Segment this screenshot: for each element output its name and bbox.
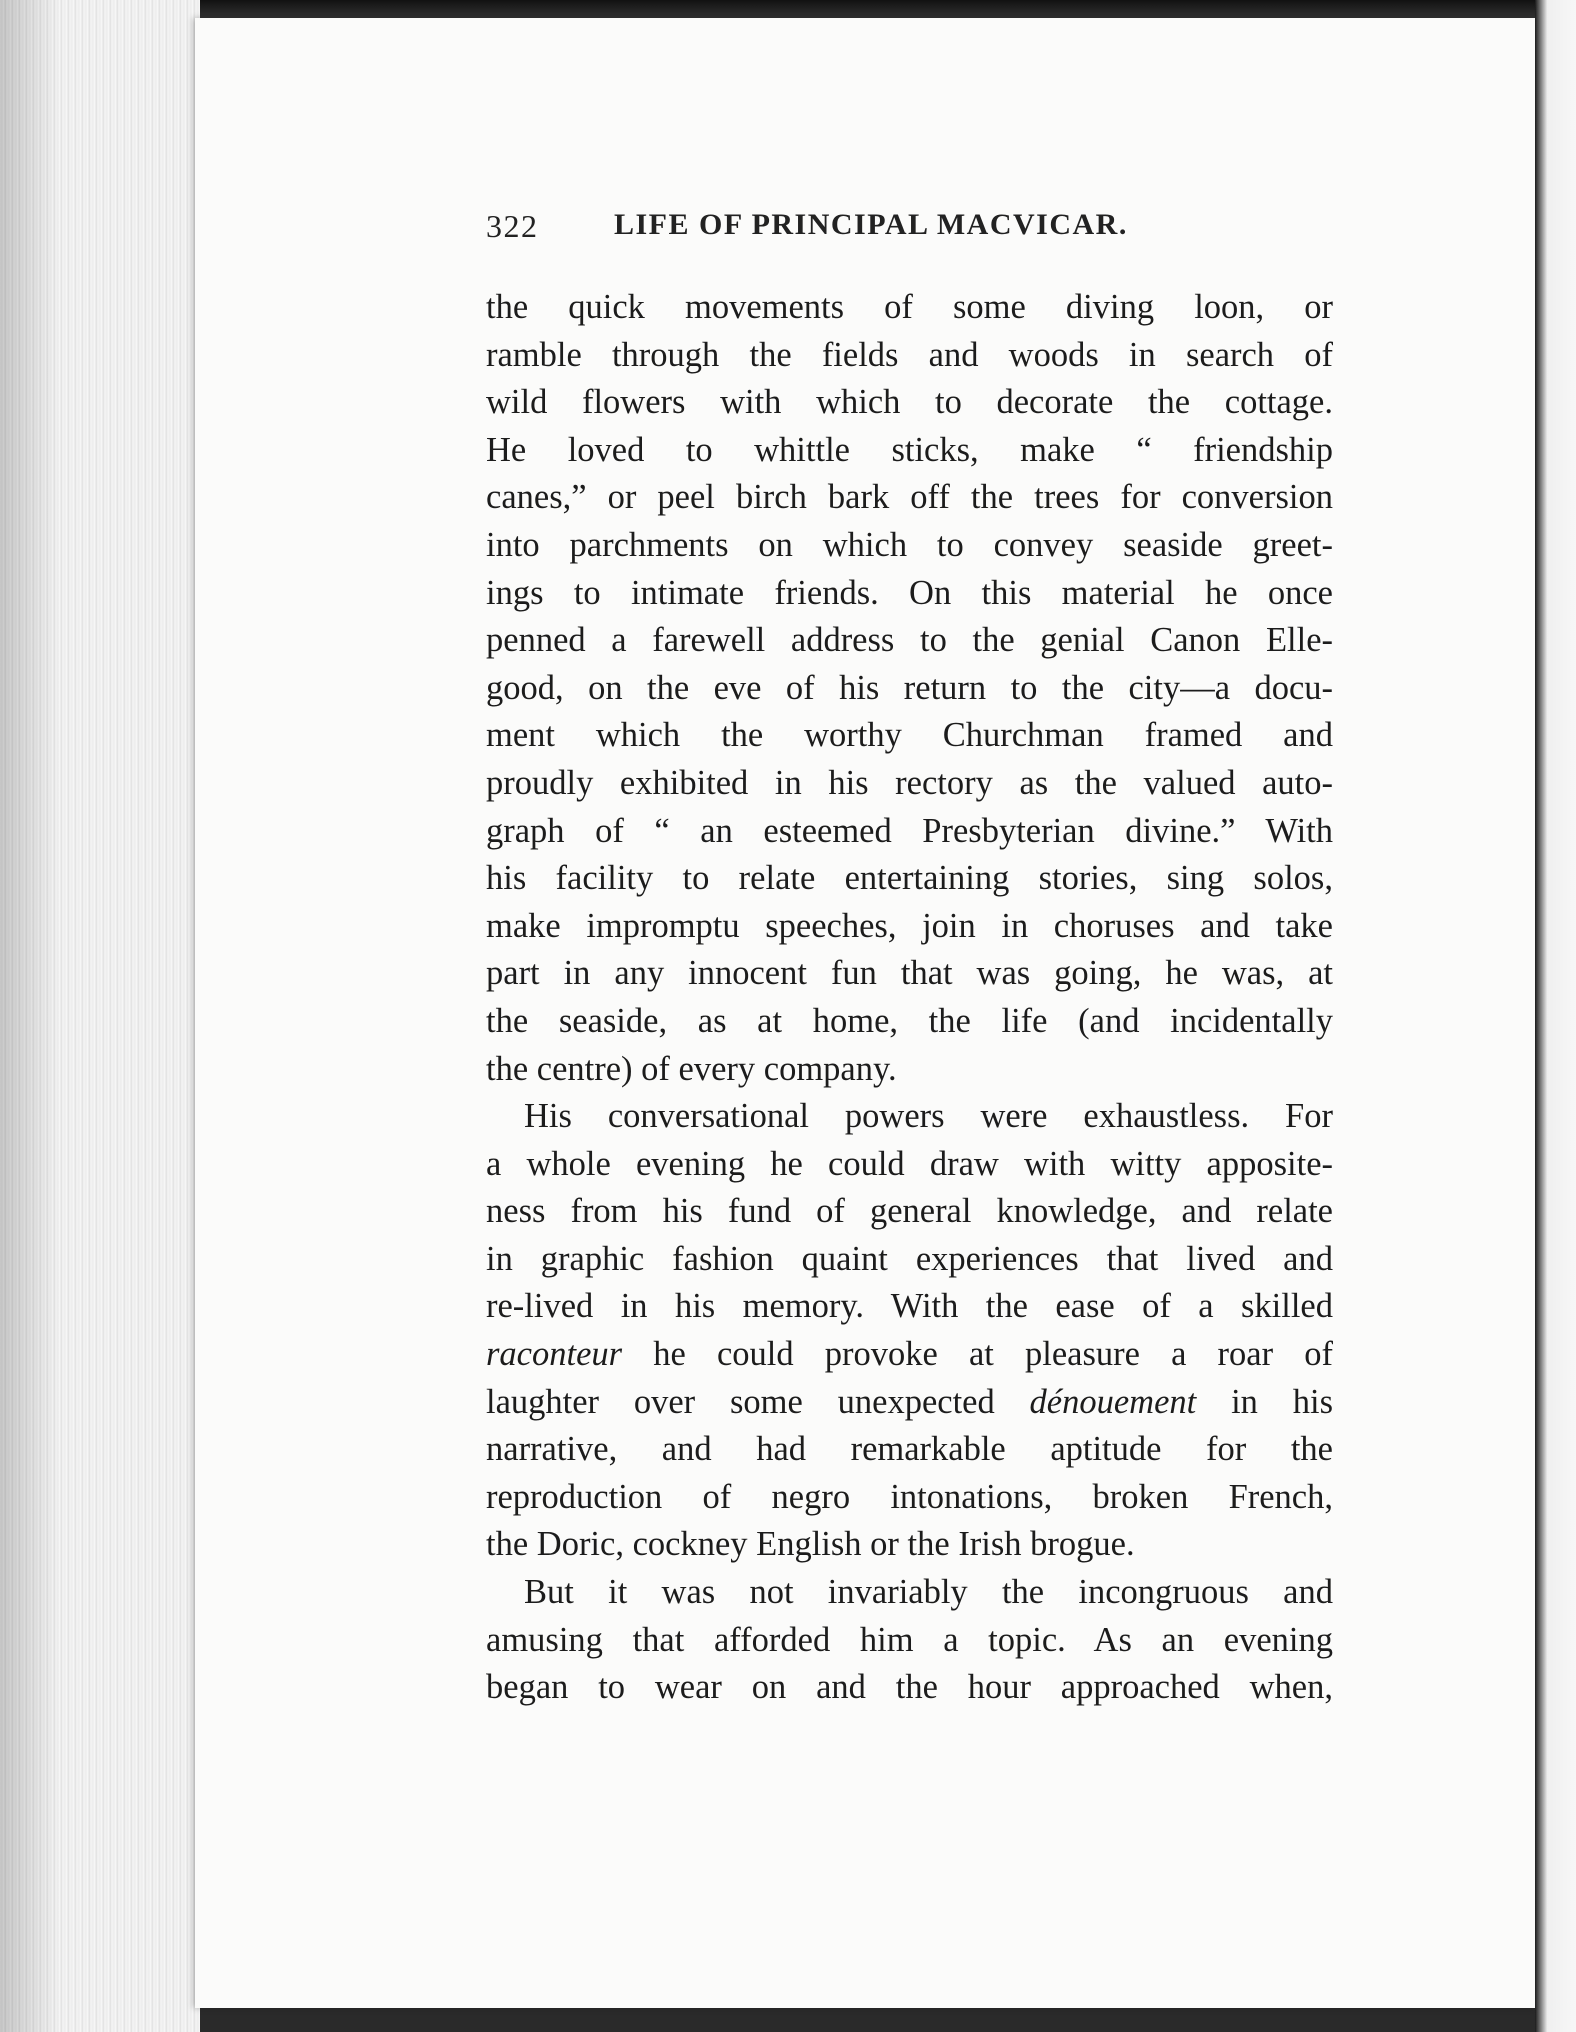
text-run: in his <box>1196 1382 1333 1421</box>
text-line: But it was not invariably the incongruous and <box>524 1573 1333 1612</box>
running-head <box>486 208 1346 245</box>
text-line: a whole evening he could draw with witty apposite- <box>486 1144 1333 1183</box>
scan-right-margin <box>1535 0 1576 2032</box>
text-line: ness from his fund of general knowledge, and relate <box>486 1192 1333 1231</box>
text-line: make impromptu speeches, join in choruses and take <box>486 906 1333 945</box>
italic-word: raconteur <box>486 1335 623 1374</box>
text-line: the centre) of every company. <box>486 1049 897 1088</box>
text-line: His conversational powers were exhaustless. For <box>524 1097 1333 1136</box>
book-page-edges <box>0 0 200 2032</box>
text-line: narrative, and had remarkable aptitude for the <box>486 1430 1333 1469</box>
text-line: his facility to relate entertaining stories, sing solos, <box>486 859 1333 898</box>
text-line: re-lived in his memory. With the ease of a skilled <box>486 1287 1333 1326</box>
text-line: He loved to whittle sticks, make “ friendship <box>486 430 1333 469</box>
italic-word: dénouement <box>1029 1382 1197 1421</box>
text-line <box>486 1331 1333 1379</box>
text-line: canes,” or peel birch bark off the trees for conversion <box>486 478 1333 517</box>
paragraph <box>486 284 1333 1093</box>
text-line: ings to intimate friends. On this material he once <box>486 573 1333 612</box>
text-line: ment which the worthy Churchman framed and <box>486 716 1333 755</box>
paragraph <box>486 1569 1333 1712</box>
text-line: good, on the eve of his return to the city—a docu- <box>486 668 1333 707</box>
text-line: amusing that afforded him a topic. As an evening <box>486 1620 1333 1659</box>
text-line: part in any innocent fun that was going, he was, at <box>486 954 1333 993</box>
body-text <box>486 284 1333 1712</box>
text-line: reproduction of negro intonations, broken French, <box>486 1477 1333 1516</box>
running-title: LIFE OF PRINCIPAL MACVICAR. <box>614 208 1128 241</box>
text-line: penned a farewell address to the genial Canon Elle- <box>486 621 1333 660</box>
text-line: in graphic fashion quaint experiences that lived and <box>486 1239 1333 1278</box>
text-run: he could provoke at pleasure a roar of <box>622 1335 1333 1374</box>
text-line: wild flowers with which to decorate the cottage. <box>486 383 1333 422</box>
text-run: laughter over some unexpected <box>486 1382 1030 1421</box>
text-line <box>486 1379 1333 1427</box>
page-number: 322 <box>486 208 539 244</box>
text-line: ramble through the fields and woods in search of <box>486 335 1333 374</box>
paragraph <box>486 1093 1333 1569</box>
text-line: the seaside, as at home, the life (and incidentally <box>486 1001 1333 1040</box>
scan-top-shadow <box>0 0 1576 18</box>
text-line: began to wear on and the hour approached when, <box>486 1668 1333 1707</box>
text-line: graph of “ an esteemed Presbyterian divine.” With <box>486 811 1333 850</box>
text-line: the Doric, cockney English or the Irish brogue. <box>486 1525 1135 1564</box>
text-line: the quick movements of some diving loon, or <box>486 288 1333 326</box>
text-line: proudly exhibited in his rectory as the valued auto- <box>486 763 1333 802</box>
text-line: into parchments on which to convey seaside greet- <box>486 525 1333 564</box>
